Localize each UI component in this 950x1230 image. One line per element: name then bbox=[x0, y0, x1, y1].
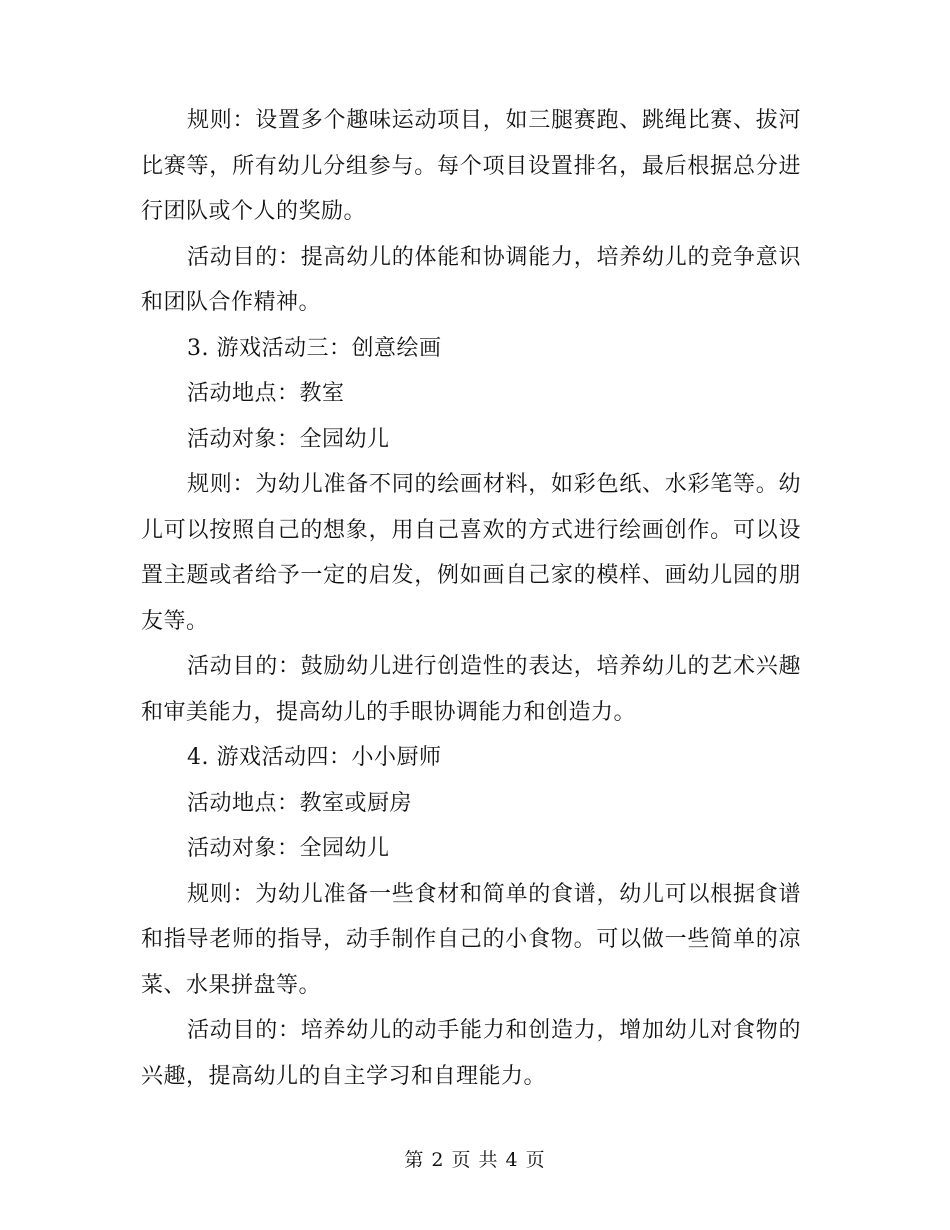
paragraph-goal-drawing: 活动目的：鼓励幼儿进行创造性的表达，培养幼儿的艺术兴趣和审美能力，提高幼儿的手眼协调能力和创造力。 bbox=[141, 654, 801, 725]
paragraph-goal-cooking: 活动目的：培养幼儿的动手能力和创造力，增加幼儿对食物的兴趣，提高幼儿的自主学习和自理能力。 bbox=[141, 1018, 801, 1089]
paragraph-rules-sports: 规则：设置多个趣味运动项目，如三腿赛跑、跳绳比赛、拔河比赛等，所有幼儿分组参与。每个项目设置排名，最后根据总分进行团队或个人的奖励。 bbox=[141, 108, 801, 224]
paragraph-rules-cooking: 规则：为幼儿准备一些食材和简单的食谱，幼儿可以根据食谱和指导老师的指导，动手制作自己的小食物。可以做一些简单的凉菜、水果拼盘等。 bbox=[141, 881, 801, 998]
paragraph-target-3: 活动对象：全园幼儿 bbox=[187, 426, 390, 452]
paragraph-location-3: 活动地点：教室 bbox=[187, 381, 345, 406]
paragraph-rules-drawing: 规则：为幼儿准备不同的绘画材料，如彩色纸、水彩笔等。幼儿可以按照自己的想象，用自己喜欢的方式进行绘画创作。可以设置主题或者给予一定的启发，例如画自己家的模样、画幼儿园的朋友等。 bbox=[141, 472, 801, 634]
heading-activity-4: 4. 游戏活动四：小小厨师 bbox=[187, 745, 442, 770]
paragraph-target-4: 活动对象：全园幼儿 bbox=[187, 836, 390, 861]
document-body bbox=[141, 98, 801, 1099]
paragraph-location-4: 活动地点：教室或厨房 bbox=[187, 790, 413, 816]
heading-activity-3: 3. 游戏活动三：创意绘画 bbox=[187, 335, 442, 361]
page-number-footer: 第 2 页 共 4 页 bbox=[404, 1149, 546, 1171]
paragraph-goal-sports: 活动目的：提高幼儿的体能和协调能力，培养幼儿的竞争意识和团队合作精神。 bbox=[141, 244, 801, 315]
